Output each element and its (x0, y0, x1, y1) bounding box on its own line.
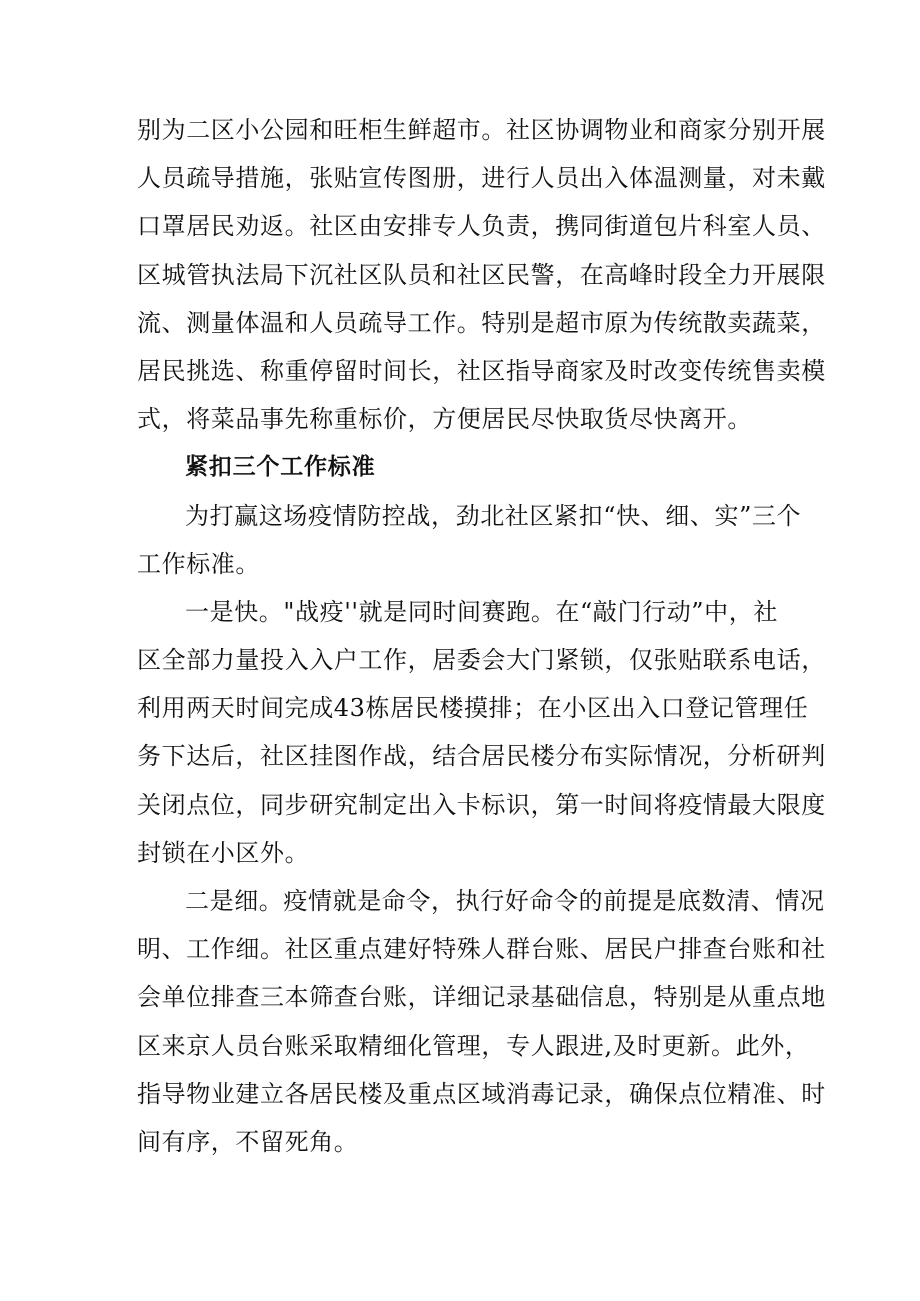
text-line: 区全部力量投入入户工作，居委会大门紧锁，仅张贴联系电话， (137, 646, 826, 675)
text-line: 二是细。疫情就是命令，执行好命令的前提是底数清、情况 (185, 887, 825, 915)
text-line: 区来京人员台账采取精细化管理，专人跟进,及时更新。此外， (137, 1031, 810, 1060)
text-line: 封锁在小区外。 (137, 838, 310, 867)
text-line: 明、工作细。社区重点建好特殊人群台账、居民户排查台账和社 (137, 935, 826, 964)
paragraph-fast (137, 588, 826, 877)
paragraph-detailed (137, 877, 826, 1166)
text-line: 区城管执法局下沉社区队员和社区民警，在高峰时段全力开展限 (137, 260, 826, 289)
text-line: 利用两天时间完成43栋居民楼摸排；在小区出入口登记管理任 (137, 694, 809, 723)
text-line: 指导物业建立各居民楼及重点区域消毒记录，确保点位精准、时 (137, 1079, 826, 1108)
paragraph-supermarket-measures (137, 106, 826, 443)
text-line: 工作标准。 (137, 549, 260, 578)
text-line: 流、测量体温和人员疏导工作。特别是超市原为传统散卖蔬菜， (137, 308, 826, 337)
paragraph-three-standards-intro (137, 492, 802, 588)
text-line: 间有序，不留死角。 (137, 1127, 359, 1156)
text-line: 关闭点位，同步研究制定出入卡标识，第一时间将疫情最大限度 (137, 790, 826, 819)
text-line: 会单位排查三本筛查台账，详细记录基础信息，特别是从重点地 (137, 983, 826, 1012)
text-line: 别为二区小公园和旺柜生鲜超市。社区协调物业和商家分别开展 (137, 116, 826, 144)
text-line: 一是快。"战疫''就是同时间赛跑。在“敲门行动”中，社 (185, 597, 778, 626)
text-line: 务下达后，社区挂图作战，结合居民楼分布实际情况，分析研判 (137, 742, 826, 771)
text-line: 人员疏导措施，张贴宣传图册，进行人员出入体温测量，对未戴 (137, 164, 826, 193)
text-line: 为打赢这场疫情防控战，劲北社区紧扣“快、细、实”三个 (185, 501, 802, 530)
text-line: 式，将菜品事先称重标价，方便居民尽快取货尽快离开。 (137, 405, 752, 434)
text-line: 居民挑选、称重停留时间长，社区指导商家及时改变传统售卖模 (137, 356, 826, 385)
section-heading: 紧扣三个工作标准 (185, 454, 376, 481)
text-line: 口罩居民劝返。社区由安排专人负责，携同街道包片科室人员、 (137, 212, 826, 241)
document-page (137, 106, 826, 1166)
